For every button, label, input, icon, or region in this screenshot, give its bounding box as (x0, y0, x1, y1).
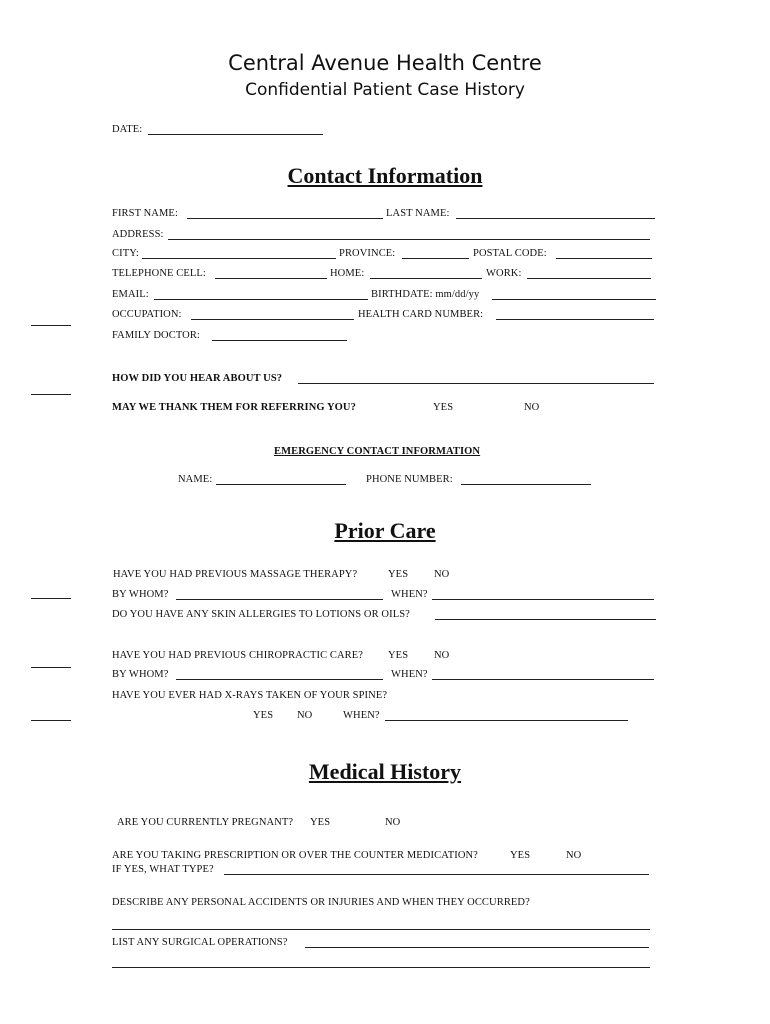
thank-referrer-label: MAY WE THANK THEM FOR REFERRING YOU? (112, 402, 356, 413)
xrays-when-field[interactable] (385, 720, 628, 721)
postal-code-label: POSTAL CODE: (473, 248, 547, 259)
massage-when-field[interactable] (432, 599, 654, 600)
email-label: EMAIL: (112, 289, 149, 300)
chiro-yes-option[interactable]: YES (388, 650, 409, 661)
city-field[interactable] (142, 258, 336, 259)
how-hear-label: HOW DID YOU HEAR ABOUT US? (112, 373, 283, 384)
medication-type-field[interactable] (224, 874, 649, 875)
massage-question: HAVE YOU HAD PREVIOUS MASSAGE THERAPY? (113, 569, 358, 580)
birthdate-label: BIRTHDATE: mm/dd/yy (371, 289, 480, 300)
prior-care-heading: Prior Care (334, 518, 436, 543)
medication-type-label: IF YES, WHAT TYPE? (112, 864, 214, 875)
medical-history-heading: Medical History (308, 759, 462, 784)
last-name-field[interactable] (456, 218, 655, 219)
allergies-question: DO YOU HAVE ANY SKIN ALLERGIES TO LOTIONS OR OILS? (112, 609, 410, 620)
date-label: DATE: (112, 124, 143, 135)
margin-mark (31, 720, 71, 721)
margin-mark (31, 598, 71, 599)
birthdate-field[interactable] (492, 299, 656, 300)
massage-when-label: WHEN? (391, 589, 428, 600)
email-field[interactable] (154, 299, 368, 300)
address-field[interactable] (168, 239, 650, 240)
first-name-label: FIRST NAME: (112, 208, 178, 219)
xrays-when-label: WHEN? (343, 710, 380, 721)
massage-by-whom-label: BY WHOM? (112, 589, 169, 600)
accidents-field[interactable] (112, 929, 650, 930)
margin-mark (31, 394, 71, 395)
emergency-heading: EMERGENCY CONTACT INFORMATION (274, 446, 481, 457)
home-phone-field[interactable] (370, 278, 482, 279)
province-field[interactable] (402, 258, 469, 259)
form-subtitle: Confidential Patient Case History (245, 80, 525, 100)
pregnant-question: ARE YOU CURRENTLY PREGNANT? (117, 817, 294, 828)
massage-yes-option[interactable]: YES (388, 569, 409, 580)
xrays-yes-option[interactable]: YES (253, 710, 274, 721)
medication-yes-option[interactable]: YES (510, 850, 531, 861)
xrays-no-option[interactable]: NO (297, 710, 313, 721)
first-name-field[interactable] (187, 218, 383, 219)
how-hear-field[interactable] (298, 383, 654, 384)
pregnant-yes-option[interactable]: YES (310, 817, 331, 828)
occupation-label: OCCUPATION: (112, 309, 182, 320)
chiro-by-whom-label: BY WHOM? (112, 669, 169, 680)
emergency-phone-field[interactable] (461, 484, 591, 485)
chiro-when-label: WHEN? (391, 669, 428, 680)
home-phone-label: HOME: (330, 268, 365, 279)
chiro-when-field[interactable] (432, 679, 654, 680)
date-field[interactable] (148, 134, 323, 135)
thank-yes-option[interactable]: YES (433, 402, 454, 413)
city-label: CITY: (112, 248, 139, 259)
chiro-no-option[interactable]: NO (434, 650, 450, 661)
xrays-question: HAVE YOU EVER HAD X-RAYS TAKEN OF YOUR SPINE? (112, 690, 388, 701)
family-doctor-label: FAMILY DOCTOR: (112, 330, 200, 341)
telephone-cell-label: TELEPHONE CELL: (112, 268, 206, 279)
health-card-field[interactable] (496, 319, 654, 320)
postal-code-field[interactable] (556, 258, 652, 259)
medication-no-option[interactable]: NO (566, 850, 582, 861)
surgical-field[interactable] (305, 947, 649, 948)
last-name-label: LAST NAME: (386, 208, 450, 219)
surgical-question: LIST ANY SURGICAL OPERATIONS? (112, 937, 288, 948)
margin-mark (31, 667, 71, 668)
accidents-question: DESCRIBE ANY PERSONAL ACCIDENTS OR INJURIES AND WHEN THEY OCCURRED? (112, 897, 530, 908)
margin-mark (31, 325, 71, 326)
family-doctor-field[interactable] (212, 340, 347, 341)
surgical-field-extra[interactable] (112, 967, 650, 968)
province-label: PROVINCE: (339, 248, 396, 259)
medication-question: ARE YOU TAKING PRESCRIPTION OR OVER THE COUNTER MEDICATION? (112, 850, 478, 861)
work-phone-field[interactable] (527, 278, 651, 279)
emergency-phone-label: PHONE NUMBER: (366, 474, 453, 485)
allergies-field[interactable] (435, 619, 656, 620)
emergency-name-field[interactable] (216, 484, 346, 485)
massage-no-option[interactable]: NO (434, 569, 450, 580)
massage-by-whom-field[interactable] (176, 599, 383, 600)
work-phone-label: WORK: (486, 268, 522, 279)
occupation-field[interactable] (191, 319, 354, 320)
thank-no-option[interactable]: NO (524, 402, 540, 413)
health-card-label: HEALTH CARD NUMBER: (358, 309, 484, 320)
contact-heading: Contact Information (287, 163, 483, 188)
address-label: ADDRESS: (112, 229, 164, 240)
chiro-question: HAVE YOU HAD PREVIOUS CHIROPRACTIC CARE? (112, 650, 364, 661)
telephone-cell-field[interactable] (215, 278, 327, 279)
clinic-name: Central Avenue Health Centre (228, 51, 542, 75)
emergency-name-label: NAME: (178, 474, 213, 485)
chiro-by-whom-field[interactable] (176, 679, 383, 680)
pregnant-no-option[interactable]: NO (385, 817, 401, 828)
